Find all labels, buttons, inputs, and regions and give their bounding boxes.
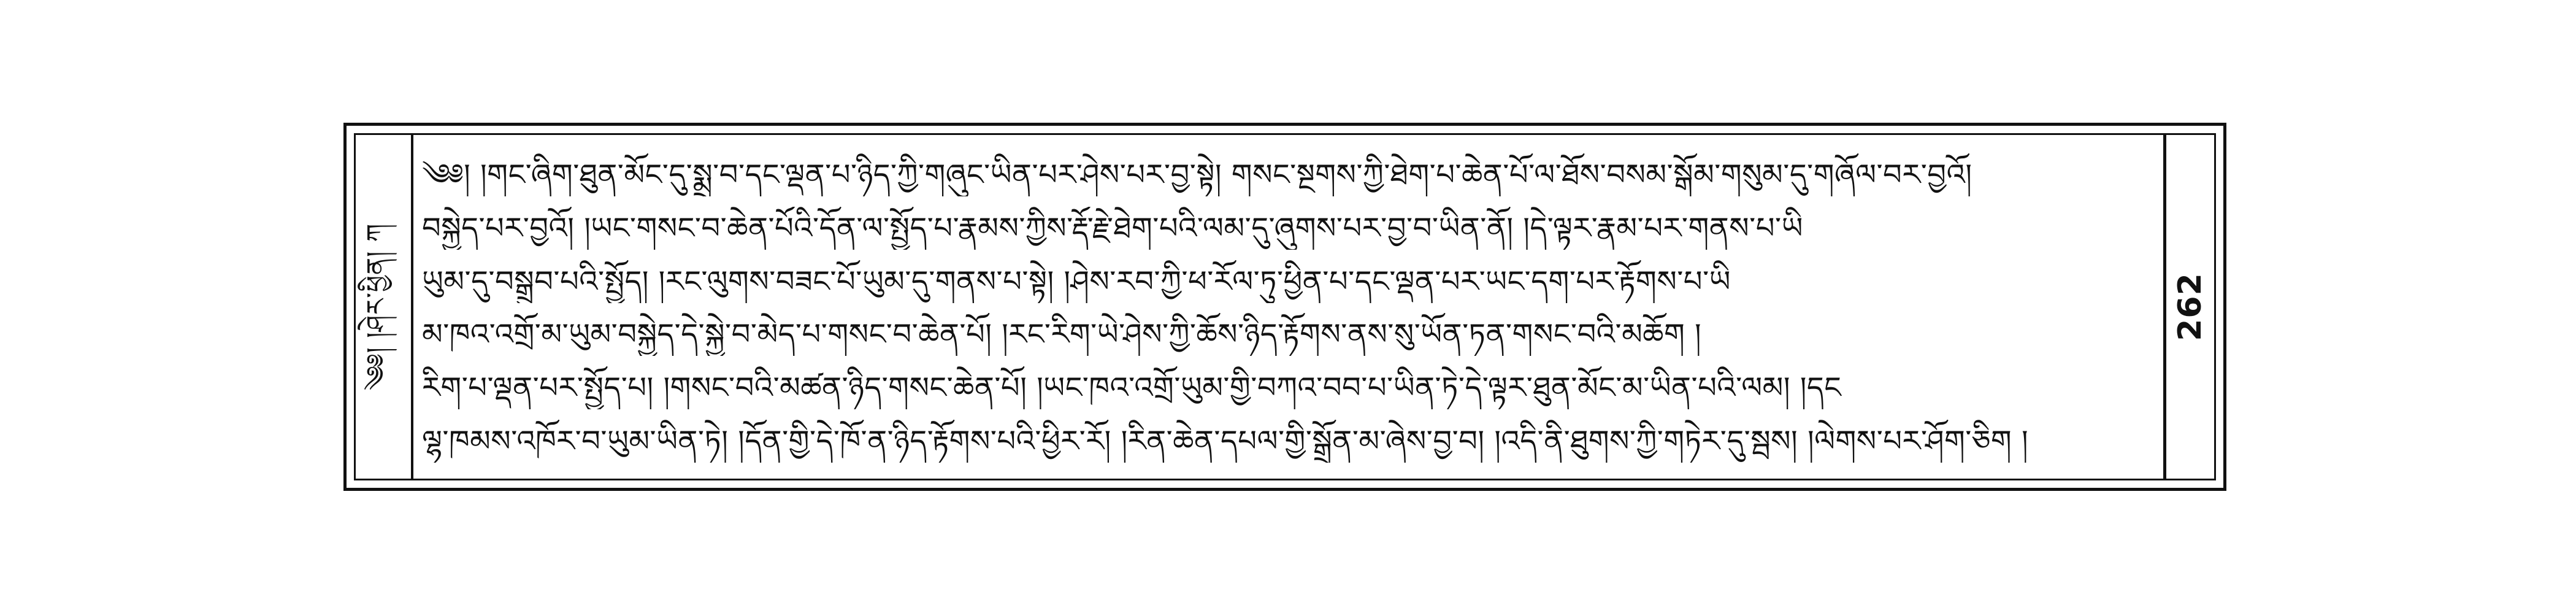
text-line-6: ལྷ་ཁམས་འཁོར་བ་ཡུམ་ཡིན་ཏེ། །དོན་གྱི་དེ་ཁོ་ན་ཉིད་རྟོགས་པའི་ཕྱིར་རོ། །རིན་ཆེན་དཔལ་གྱི་སྒྲོན་མ་ཞེས་བྱ་བ། །འདི་ནི་ཐུགས་ཀྱི་གཏེར་དུ་སྦས། །ལེགས་པར་ཤོག་ཅིག ། — [422, 423, 2029, 458]
manuscript-folio — [343, 123, 2226, 491]
text-line-1: ༄༅། །གང་ཞིག་ཐུན་མོང་དུ་སྨྲ་བ་དང་ལྡན་པ་ཉིད་ཀྱི་གཞུང་ཡིན་པར་ཤེས་པར་བྱ་སྟེ། གསང་སྔགས་ཀྱི་ཐེག་པ་ཆེན་པོ་ལ་ཐོས་བསམ་སྒོམ་གསུམ་དུ་གཞོལ་བར་བྱའོ། — [422, 158, 1972, 192]
folio-inner-frame — [354, 133, 2216, 480]
text-line-2: བསྐྱེད་པར་བྱའོ། །ཡང་གསང་བ་ཆེན་པོའི་དོན་ལ་སྤྱོད་པ་རྣམས་ཀྱིས་རྡོ་རྗེ་ཐེག་པའི་ལམ་དུ་ཞུགས་པར་བྱ་བ་ཡིན་ནོ། །དེ་ལྟར་རྣམ་པར་གནས་པ་ཡི — [422, 210, 1803, 245]
text-line-3: ཡུམ་དུ་བསྒྲུབ་པའི་སྤྱོད། །རང་ལུགས་བཟང་པོ་ཡུམ་དུ་གནས་པ་སྟེ། །ཤེས་རབ་ཀྱི་ཕ་རོལ་ཏུ་ཕྱིན་པ་དང་ལྡན་པར་ཡང་དག་པར་རྟོགས་པ་ཡི — [422, 264, 1731, 299]
text-line-4: མ་ཁའ་འགྲོ་མ་ཡུམ་བསྐྱེད་དེ་སྐྱེ་བ་མེད་པ་གསང་བ་ཆེན་པོ། །རང་རིག་ཡེ་ཤེས་ཀྱི་ཆོས་ཉིད་རྟོགས་ནས་སུ་ཡོན་ཏན་གསང་བའི་མཆོག ། — [422, 317, 1702, 352]
text-line-5: རིག་པ་ལྡན་པར་སྤྱོད་པ། །གསང་བའི་མཚན་ཉིད་གསང་ཆེན་པོ། །ཡང་ཁའ་འགྲོ་ཡུམ་གྱི་བཀའ་བབ་པ་ཡིན་ཏེ་དེ་ལྟར་ཐུན་མོང་མ་ཡིན་པའི་ལམ། །དང — [422, 371, 1842, 406]
left-margin — [356, 135, 413, 479]
page-number: 262 — [2172, 272, 2209, 341]
margin-title: ༄༅། །ཤེར་ཕྱིན། ཀ — [361, 223, 391, 391]
right-margin — [2163, 135, 2214, 479]
text-block — [422, 153, 2155, 463]
